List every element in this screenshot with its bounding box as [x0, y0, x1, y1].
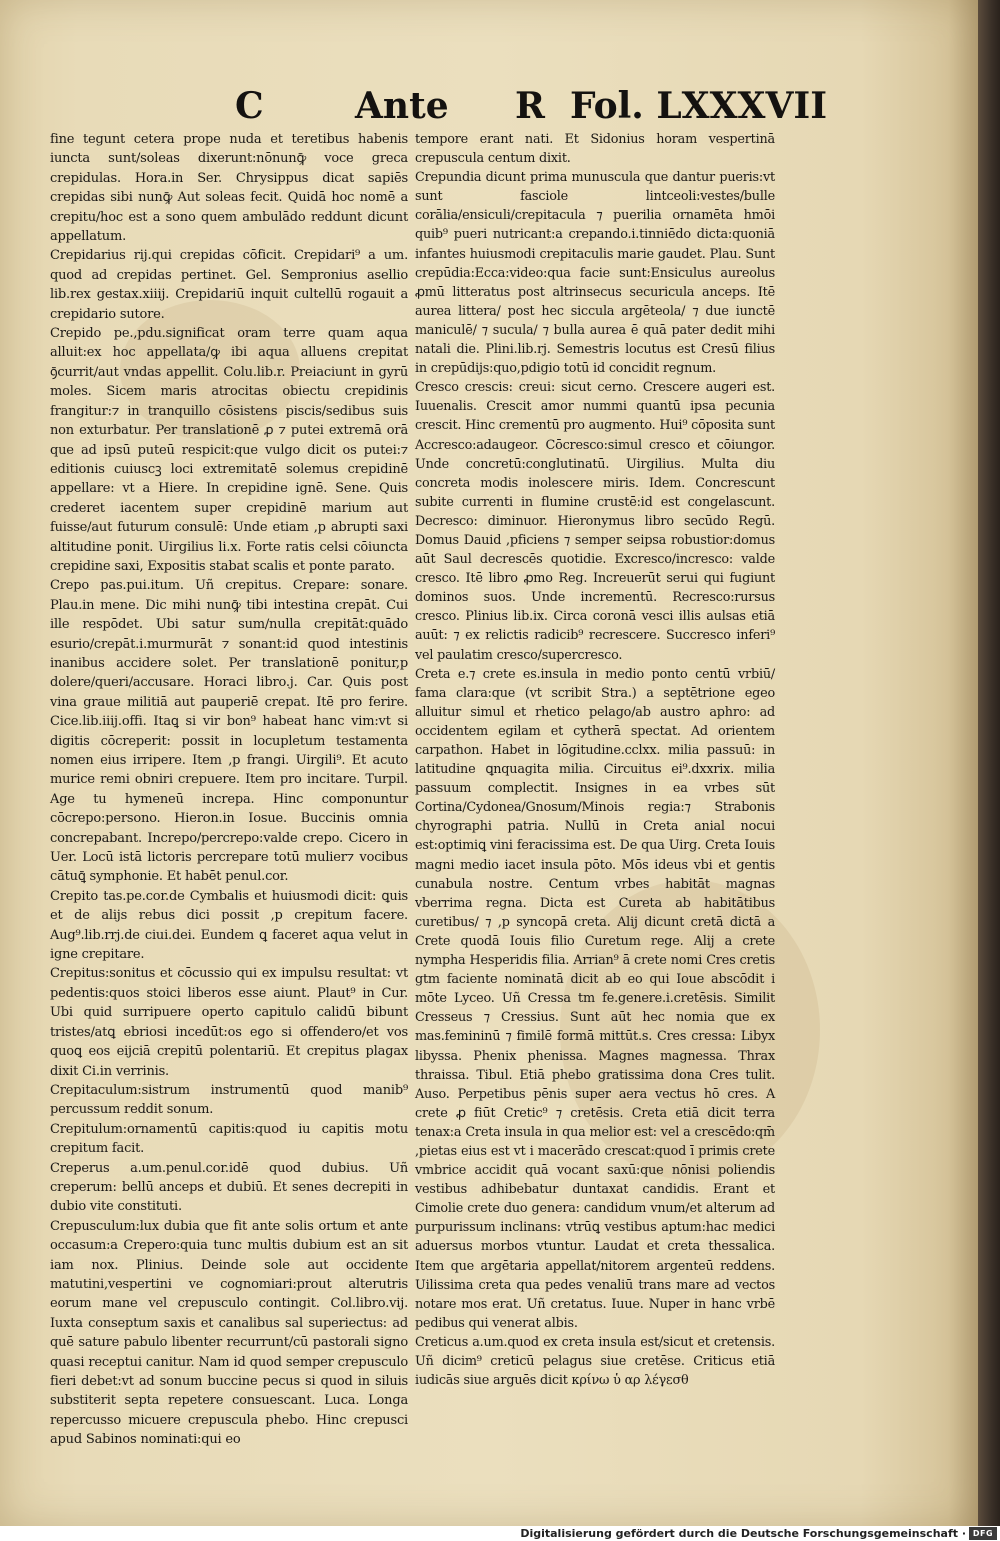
entry-crepitus: Crepitus:sonitus et cōcussio qui ex impulsu resultat: vt pedentis:quos stoici liberos esse aiunt. Plaut⁹ in Cur. Ubi quid surripuere operto capitulo calidū bibunt tristes/atꝗ ebriosi incedūt:os ego si offendero/et vos quoꝗ eos eijciā crepitū polentariū. Et crepitus plagax dixit Ci.in verrinis. — [50, 966, 408, 1079]
header-letter-left: C — [235, 85, 264, 127]
entry-crepo: Crepo pas.pui.itum. Uñ crepitus. Crepare: sonare. Plau.in mene. Dic mihi nunꝙ̄ tibi intestina crepāt. Cui ille respōdet. Ubi satur sum/nulla crepitāt:quādo esurio/crepāt.i.murmurāt ⁊ sonant:id quod intestinis inanibus accidere solet. Per translationē ponitur,p dolere/queri/accusare. Horaci libro.j. Car. Quis post vina graue militiā aut pauperiē crepat. Itē pro ferire. Cice.lib.iiij.offi. Itaꝗ si vir bon⁹ habeat hanc vim:vt si digitis cōcreperit: possit in locupletum testamenta nomen eius irripere. Item ,p frangi. Uirgili⁹. Et acuto murice remi obniri crepuere. Item pro incitare. Turpil. Age tu hymeneū increpa. Hinc componuntur cōcrepo:persono. Hieron.in Iosue. Buccinis omnia concrepabant. Increpo/percrepo:valde crepo. Cicero in Uer. Locū istā lictoris percrepare totū mulier⁊ vocibus cātuꝗ̄ symphonie. Et habēt penul.cor. — [50, 578, 408, 885]
paragraph-continuation: tempore erant nati. Et Sidonius horam vespertinā crepuscula centum dixit. — [415, 132, 775, 167]
entry-crepitaculum: Crepitaculum:sistrum instrumentū quod manib⁹ percussum reddit sonum. — [50, 1082, 408, 1118]
header-letter-right: R — [515, 85, 545, 127]
entry-crepusculum: Crepusculum:lux dubia que fit ante solis ortum et ante occasum:a Crepero:quia tunc multis dubium est an sit iam nox. Plinius. Deinde sole aut occidente matutini,vespertini ve cognomiari:prout alterutris eorum mane vel crepusculo contingit. Col.libro.vij. Iuxta conseptum saxis et canalibus sal superiectus: ad quē sature pabulo libenter recurrunt/cū pastorali signo quasi receptui canitur. Nam id quod semper crepusculo fieri debet:vt ad sonum buccine pecus si quod in siluis substiterit septa repetere consuescant. Luca. Longa repercusso micuere crepuscula phebo. Hinc crepusci apud Sabinos nominati:qui eo — [50, 1218, 408, 1448]
running-header — [235, 85, 828, 135]
entry-creperus: Creperus a.um.penul.cor.idē quod dubius. Uñ creperum: bellū anceps et dubiū. Et senes decrepiti in dubio vite constituti. — [50, 1160, 408, 1215]
attribution-footer — [0, 1526, 1000, 1541]
header-word: Ante — [355, 85, 449, 127]
entry-crepido: Crepido pe.,pdu.significat oram terre quam aqua alluit:ex hoc appellata/ꝙ ibi aqua alluens crepitat ꝯ̄currit/aut vndas appellit. Colu.lib.r. Preiaciunt in gyrū moles. Sicem maris atrocitas obiectu crepidinis frangitur:⁊ in tranquillo cōsistens piscis/sedibus suis non exturbatur. Per translationē ꝓ ⁊ putei extremā orā que ad ipsū puteū respicit:que vulgo dicit os putei:⁊ editionis cuiuscꝫ loci extremitatē solemus crepidinē appellare: vt a Hiere. In crepidine ignē. Sene. Quis crederet iacentem super crepidinē marium aut fuisse/aut futurum consulē: Unde etiam ,p abrupti saxi altitudine ponit. Uirgilius li.x. Forte ratis celsi cōiuncta crepidine saxi, Expositis stabat scalis et ponte parato. — [50, 326, 408, 574]
paragraph-continuation: fine tegunt cetera prope nuda et teretibus habenis iuncta sunt/soleas dixerunt:nōnunꝙ̄ voce greca crepidulas. Hora.in Ser. Chrysippus dicat sapiēs crepidas sibi nunꝙ̄ Aut soleas fecit. Quidā hoc nomē a crepitu/hoc est a sono quem ambulādo reddunt dicunt appellatum. — [50, 132, 408, 245]
entry-creticus: Creticus a.um.quod ex creta insula est/sicut et cretensis. Uñ dicim⁹ creticū pelagus siue cretēse. Criticus etiā iudicās siue arguēs dicit κρίνω ὑ αρ λέγεσθ — [415, 1334, 775, 1389]
left-column — [50, 130, 408, 1450]
book-page-edge — [978, 0, 1000, 1526]
entry-crepidarius: Crepidarius rij.qui crepidas cōficit. Crepidari⁹ a um. quod ad crepidas pertinet. Gel. Sempronius asellio lib.rex gestax.xiiij. Crepidariū inquit cultellū rogauit a crepidario sutore. — [50, 248, 408, 322]
entry-crepundia: Crepundia dicunt prima munuscula que dantur pueris:vt sunt fasciole lintceoli:vestes/bulle corālia/ensiculi/crepitacula ⁊ puerilia ornamēta hmōi quib⁹ pueri nutricant:a crepando.i.tinniēdo dicta:quoniā infantes huiusmodi crepitaculis marie gaudet. Plau. Sunt crepūdia:Ecca:video:qua facie sunt:Ensiculus aureolus ꝓmū litteratus post altrinsecus securicula anceps. Itē aurea littera/ post hec siccula argēteola/ ⁊ due iunctē maniculē/ ⁊ sucula/ ⁊ bulla aurea ē quā pater dedit mihi natali die. Plini.lib.rj. Semestris locutus est Cresū filius in crepūdijs:quo,pdigio totū id concidit regnum. — [415, 170, 775, 377]
entry-creta: Creta e.⁊ crete es.insula in medio ponto centū vrbiū/ fama clara:que (vt scribit Stra.) a septētrione egeo alluitur simul et rhetico pelago/ab austro aphro: ad occidentem egilam et cytherā spectat. Ad orientem carpathon. Habet in lōgitudine.cclxx. milia passuū: in latitudine ꝗnquagita milia. Circuitus ei⁹.dxxrix. milia passuum complectit. Insignes in ea vrbes sūt Cortina/Cydonea/Gnosum/Minois regia:⁊ Strabonis chyrographi patria. Nullū in Creta anial nocui est:optimiꝗ vini feracissima est. De qua Uirg. Creta Iouis magni medio iacet insula pōto. Mōs ideus vbi et gentis cunabula nostre. Centum vrbes habitāt magnas vberrima regna. Dicta est Cureta ab habitātibus curetibus/ ⁊ ,p syncopā creta. Alij dicunt cretā dictā a Crete quodā Iouis filio Curetum rege. Alij a crete nympha Hesperidis filia. Arrian⁹ ā crete nomi Cres cretis gtm faciente nominatā dicit ab eo qui Ioue abscōdit i mōte Lyceo. Uñ Cressa tm fe.genere.i.cretēsis. Similit Cresseus ⁊ Cressius. Sunt aūt hec nomia que ex mas.femininū ⁊ fimilē formā mittūt.s. Cres cressa: Libyx libyssa. Phenix phenissa. Magnes magnessa. Thrax thraissa. Tibul. Etiā phebo gratissima dona Cres tulit. Auso. Perpetibus pēnis super aera vectus hō cres. A crete ꝓ fiūt Cretic⁹ ⁊ cretēsis. Creta etiā dicit terra tenax:a Creta insula in qua melior est: vel a crescēdo:qm̄ ,pietas eius est vt i macerādo crescat:quod ī primis crete vmbrice accidit quā vocant saxū:que nōnisi poliendis vestibus adhibebatur duntaxat candidis. Erant et Cimolie crete duo genera: candidum vnum/et alterum ad purpurissum inclinans: vtrūꝗ vestibus aptum:hac medici aduersus morbos vtuntur. Laudat et creta thessalica. Item que argētaria appellat/nitorem argenteū reddens. Uilissima creta qua pedes venaliū trans mare ad vectos notare mos erat. Uñ cretatus. Iuue. Nuper in hanc vrbē pedibus qui venerat albis. — [415, 666, 775, 1331]
right-column — [415, 130, 775, 1390]
funding-attribution: Digitalisierung gefördert durch die Deutsche Forschungsgemeinschaft · — [520, 1527, 966, 1540]
entry-crepito: Crepito tas.pe.cor.de Cymbalis et huiusmodi dicit: ꝗuis et de alijs rebus dici possit ,p crepitum facere. Aug⁹.lib.rrj.de ciui.dei. Eundem ꝗ faceret aqua velut in igne crepitare. — [50, 888, 408, 963]
entry-cresco: Cresco crescis: creui: sicut cerno. Crescere augeri est. Iuuenalis. Crescit amor nummi quantū ipsa pecunia crescit. Hinc crementū pro augmento. Hui⁹ cōposita sunt Accresco:adaugeor. Cōcresco:simul cresco et cōiungor. Unde concretū:conglutinatū. Uirgilius. Multa diu concreta modis inolescere miris. Idem. Concrescunt subite currenti in flumine crustē:id est congelascunt. Decresco: diminuor. Hieronymus libro secūdo Regū. Domus Dauid ,pficiens ⁊ semper seipsa robustior:domus aūt Saul decrescēs quotidie. Excresco/incresco: valde cresco. Itē libro ꝓmo Reg. Increuerūt serui qui fugiunt dominos suos. Unde incrementū. Recresco:rursus cresco. Plinius lib.ix. Circa coronā vesci illis aulsas etiā auūt: ⁊ ex relictis radicib⁹ recrescere. Succresco inferi⁹ vel paulatim cresco/supercresco. — [415, 380, 775, 663]
entry-crepitulum: Crepitulum:ornamentū capitis:quod iu capitis motu crepitum facit. — [50, 1121, 408, 1157]
folio-number: Fol. LXXXVII — [570, 85, 828, 127]
dfg-logo: DFG — [969, 1527, 997, 1540]
